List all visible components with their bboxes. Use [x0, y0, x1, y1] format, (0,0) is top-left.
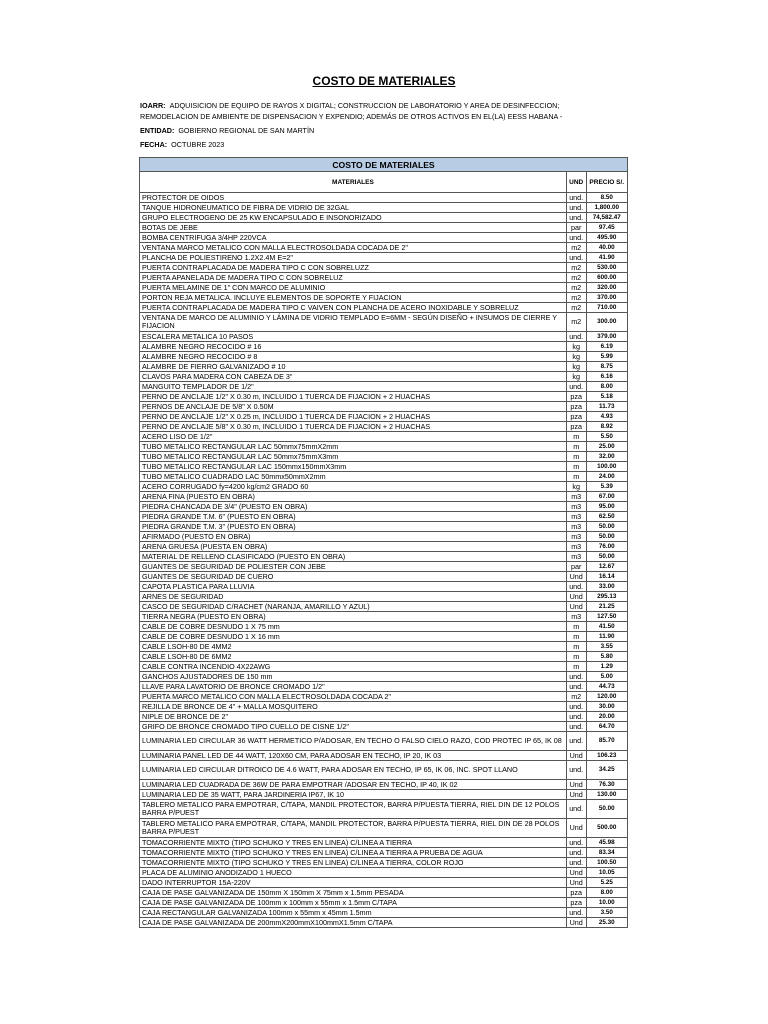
table-row [140, 868, 628, 878]
unit-cell: m2 [566, 293, 586, 303]
table-row [140, 819, 628, 838]
table-row [140, 293, 628, 303]
table-row [140, 342, 628, 352]
table-row [140, 313, 628, 332]
unit-cell: und. [566, 722, 586, 732]
price-cell: 8.75 [586, 362, 627, 372]
material-cell: PERNO DE ANCLAJE 1/2" X 0.30 m, INCLUIDO 1 TUERCA DE FIJACION + 2 HUACHAS [140, 392, 567, 402]
price-cell: 24.00 [586, 472, 627, 482]
unit-cell: kg [566, 352, 586, 362]
material-cell: TABLERO METALICO PARA EMPOTRAR, C/TAPA, MANDIL PROTECTOR, BARRA P/PUESTA TIERRA, RIEL DIN DE 12 POLOS BARRA P/PUEST [140, 800, 567, 819]
table-row [140, 908, 628, 918]
table-row [140, 888, 628, 898]
fecha-label: FECHA: [140, 140, 168, 149]
unit-cell: Und [566, 780, 586, 790]
unit-cell: m2 [566, 692, 586, 702]
table-row [140, 273, 628, 283]
material-cell: CABLE DE COBRE DESNUDO 1 X 75 mm [140, 622, 567, 632]
table-row [140, 838, 628, 848]
price-cell: 500.00 [586, 819, 627, 838]
price-cell: 21.25 [586, 602, 627, 612]
material-cell: PIEDRA GRANDE T.M. 6" (PUESTO EN OBRA) [140, 512, 567, 522]
price-cell: 5.18 [586, 392, 627, 402]
unit-cell: und. [566, 732, 586, 751]
price-cell: 41.50 [586, 622, 627, 632]
table-row [140, 582, 628, 592]
table-row [140, 492, 628, 502]
unit-cell: m [566, 442, 586, 452]
price-cell: 6.16 [586, 372, 627, 382]
table-row [140, 712, 628, 722]
price-cell: 295.13 [586, 592, 627, 602]
material-cell: PLACA DE ALUMINIO ANODIZADO 1 HUECO [140, 868, 567, 878]
table-row [140, 522, 628, 532]
material-cell: PUERTA MELAMINE DE 1" CON MARCO DE ALUMINIO [140, 283, 567, 293]
material-cell: CASCO DE SEGURIDAD C/RACHET (NARANJA, AMARILLO Y AZUL) [140, 602, 567, 612]
price-cell: 50.00 [586, 522, 627, 532]
table-caption: COSTO DE MATERIALES [140, 158, 628, 172]
material-cell: PIEDRA CHANCADA DE 3/4" (PUESTO EN OBRA) [140, 502, 567, 512]
price-cell: 12.67 [586, 562, 627, 572]
price-cell: 100.00 [586, 462, 627, 472]
unit-cell: und. [566, 838, 586, 848]
unit-cell: m2 [566, 283, 586, 293]
material-cell: TOMACORRIENTE MIXTO (TIPO SCHUKO Y TRES EN LINEA) C/LINEA A TIERRA, COLOR ROJO [140, 858, 567, 868]
material-cell: GUANTES DE SEGURIDAD DE CUERO [140, 572, 567, 582]
column-header-precio: PRECIO S/. [586, 172, 627, 193]
material-cell: ARENA GRUESA (PUESTA EN OBRA) [140, 542, 567, 552]
table-row [140, 682, 628, 692]
unit-cell: pza [566, 898, 586, 908]
unit-cell: Und [566, 868, 586, 878]
price-cell: 8.92 [586, 422, 627, 432]
table-row [140, 662, 628, 672]
table-row [140, 602, 628, 612]
price-cell: 10.00 [586, 898, 627, 908]
table-row [140, 780, 628, 790]
price-cell: 25.00 [586, 442, 627, 452]
price-cell: 45.98 [586, 838, 627, 848]
price-cell: 11.73 [586, 402, 627, 412]
price-cell: 8.50 [586, 193, 627, 203]
table-row [140, 382, 628, 392]
material-cell: TUBO METALICO CUADRADO LAC 50mmx50mmX2mm [140, 472, 567, 482]
material-cell: CABLE DE COBRE DESNUDO 1 X 16 mm [140, 632, 567, 642]
price-cell: 130.00 [586, 790, 627, 800]
material-cell: GRIFO DE BRONCE CROMADO TIPO CUELLO DE CISNE 1/2" [140, 722, 567, 732]
material-cell: ESCALERA METALICA 10 PASOS [140, 332, 567, 342]
table-row [140, 751, 628, 761]
price-cell: 64.70 [586, 722, 627, 732]
price-cell: 530.00 [586, 263, 627, 273]
material-cell: PIEDRA GRANDE T.M. 3" (PUESTO EN OBRA) [140, 522, 567, 532]
fecha-line [140, 139, 224, 150]
entidad-line [140, 125, 314, 136]
table-row [140, 632, 628, 642]
material-cell: PUERTA MARCO METALICO CON MALLA ELECTROSOLDADA COCADA 2" [140, 692, 567, 702]
material-cell: CAJA DE PASE GALVANIZADA DE 200mmX200mmX100mmX1.5mm C/TAPA [140, 918, 567, 928]
unit-cell: kg [566, 362, 586, 372]
price-cell: 5.39 [586, 482, 627, 492]
unit-cell: Und [566, 819, 586, 838]
table-body [140, 193, 628, 928]
price-cell: 97.45 [586, 223, 627, 233]
material-cell: VENTANA DE MARCO DE ALUMINIO Y LÁMINA DE VIDRIO TEMPLADO E=6MM - SEGÚN DISEÑO + INSUMOS DE CIERRE Y FIJACION [140, 313, 567, 332]
unit-cell: pza [566, 412, 586, 422]
material-cell: ACERO CORRUGADO fy=4200 kg/cm2 GRADO 60 [140, 482, 567, 492]
material-cell: TOMACORRIENTE MIXTO (TIPO SCHUKO Y TRES EN LINEA) C/LINEA A TIERRA A PRUEBA DE AGUA [140, 848, 567, 858]
unit-cell: par [566, 562, 586, 572]
table-row [140, 402, 628, 412]
material-cell: GRUPO ELECTROGENO DE 25 KW ENCAPSULADO E INSONORIZADO [140, 213, 567, 223]
material-cell: GUANTES DE SEGURIDAD DE POLIESTER CON JEBE [140, 562, 567, 572]
material-cell: PERNO DE ANCLAJE 5/8" X 0.30 m, INCLUIDO 1 TUERCA DE FIJACION + 2 HUACHAS [140, 422, 567, 432]
unit-cell: m [566, 462, 586, 472]
unit-cell: m3 [566, 552, 586, 562]
table-row [140, 392, 628, 402]
unit-cell: m [566, 472, 586, 482]
materials-table [139, 157, 628, 928]
table-row [140, 203, 628, 213]
material-cell: ALAMBRE NEGRO RECOCIDO # 8 [140, 352, 567, 362]
material-cell: PUERTA CONTRAPLACADA DE MADERA TIPO C VAIVEN CON PLANCHA DE ACERO INOXIDABLE Y SOBRELUZ [140, 303, 567, 313]
table-row [140, 283, 628, 293]
table-row [140, 472, 628, 482]
unit-cell: und. [566, 332, 586, 342]
price-cell: 67.00 [586, 492, 627, 502]
unit-cell: m3 [566, 502, 586, 512]
unit-cell: und. [566, 702, 586, 712]
fecha-value: OCTUBRE 2023 [171, 140, 225, 149]
table-row [140, 761, 628, 780]
material-cell: ARNES DE SEGURIDAD [140, 592, 567, 602]
material-cell: CABLE CONTRA INCENDIO 4X22AWG [140, 662, 567, 672]
table-row [140, 452, 628, 462]
price-cell: 5.99 [586, 352, 627, 362]
unit-cell: kg [566, 342, 586, 352]
table-row [140, 692, 628, 702]
price-cell: 370.00 [586, 293, 627, 303]
price-cell: 600.00 [586, 273, 627, 283]
unit-cell: und. [566, 233, 586, 243]
ioarr-label: IOARR: [140, 101, 166, 110]
material-cell: TOMACORRIENTE MIXTO (TIPO SCHUKO Y TRES EN LINEA) C/LINEA A TIERRA [140, 838, 567, 848]
material-cell: MANGUITO TEMPLADOR DE 1/2" [140, 382, 567, 392]
material-cell: PERNOS DE ANCLAJE DE 5/8" X 0.50M [140, 402, 567, 412]
price-cell: 76.30 [586, 780, 627, 790]
price-cell: 34.25 [586, 761, 627, 780]
price-cell: 74,582.47 [586, 213, 627, 223]
price-cell: 20.00 [586, 712, 627, 722]
price-cell: 379.00 [586, 332, 627, 342]
price-cell: 1.29 [586, 662, 627, 672]
material-cell: CAJA RECTANGULAR GALVANIZADA 100mm x 55mm x 45mm 1.5mm [140, 908, 567, 918]
table-row [140, 562, 628, 572]
price-cell: 62.50 [586, 512, 627, 522]
unit-cell: m2 [566, 273, 586, 283]
unit-cell: m3 [566, 492, 586, 502]
table-row [140, 193, 628, 203]
table-row [140, 672, 628, 682]
table-row [140, 572, 628, 582]
unit-cell: Und [566, 602, 586, 612]
price-cell: 300.00 [586, 313, 627, 332]
unit-cell: und. [566, 253, 586, 263]
table-row [140, 542, 628, 552]
material-cell: LUMINARIA LED DE 35 WATT, PARA JARDINERIA IP67, IK 10 [140, 790, 567, 800]
price-cell: 41.90 [586, 253, 627, 263]
price-cell: 127.50 [586, 612, 627, 622]
unit-cell: pza [566, 402, 586, 412]
material-cell: CABLE LSOH-80 DE 6MM2 [140, 652, 567, 662]
table-row [140, 372, 628, 382]
price-cell: 30.00 [586, 702, 627, 712]
price-cell: 95.00 [586, 502, 627, 512]
price-cell: 3.50 [586, 908, 627, 918]
price-cell: 33.00 [586, 582, 627, 592]
unit-cell: m2 [566, 243, 586, 253]
unit-cell: m [566, 622, 586, 632]
table-row [140, 652, 628, 662]
table-row [140, 512, 628, 522]
ioarr-line-1 [140, 100, 559, 111]
unit-cell: m3 [566, 542, 586, 552]
price-cell: 106.23 [586, 751, 627, 761]
column-header-materiales: MATERIALES [140, 172, 567, 193]
price-cell: 85.70 [586, 732, 627, 751]
price-cell: 495.90 [586, 233, 627, 243]
price-cell: 8.00 [586, 382, 627, 392]
unit-cell: m [566, 662, 586, 672]
ioarr-line-2 [140, 111, 562, 122]
unit-cell: Und [566, 790, 586, 800]
material-cell: CLAVOS PARA MADERA CON CABEZA DE 3" [140, 372, 567, 382]
material-cell: PUERTA APANELADA DE MADERA TIPO C CON SOBRELUZ [140, 273, 567, 283]
unit-cell: par [566, 223, 586, 233]
material-cell: GANCHOS AJUSTADORES DE 150 mm [140, 672, 567, 682]
unit-cell: m [566, 452, 586, 462]
material-cell: PERNO DE ANCLAJE 1/2" X 0.25 m, INCLUIDO 1 TUERCA DE FIJACION + 2 HUACHAS [140, 412, 567, 422]
unit-cell: Und [566, 918, 586, 928]
table-row [140, 622, 628, 632]
table-row [140, 642, 628, 652]
table-row [140, 303, 628, 313]
table-row [140, 482, 628, 492]
price-cell: 1,800.00 [586, 203, 627, 213]
price-cell: 5.00 [586, 672, 627, 682]
table-row [140, 502, 628, 512]
material-cell: PROTECTOR DE OIDOS [140, 193, 567, 203]
unit-cell: und. [566, 858, 586, 868]
price-cell: 11.90 [586, 632, 627, 642]
material-cell: CAJA DE PASE GALVANIZADA DE 150mm X 150mm X 75mm x 1.5mm PESADA [140, 888, 567, 898]
ioarr-text-2: REMODELACION DE AMBIENTE DE DISPENSACION Y EXPENDIO; ADEMÁS DE OTROS ACTIVOS EN EL(LA) EESS HABANA - [140, 112, 563, 121]
price-cell: 16.14 [586, 572, 627, 582]
unit-cell: kg [566, 482, 586, 492]
unit-cell: m [566, 652, 586, 662]
table-row [140, 800, 628, 819]
unit-cell: und. [566, 712, 586, 722]
table-row [140, 462, 628, 472]
unit-cell: pza [566, 392, 586, 402]
table-row [140, 253, 628, 263]
table-row [140, 223, 628, 233]
unit-cell: m3 [566, 612, 586, 622]
table-row [140, 332, 628, 342]
ioarr-text-1: ADQUISICION DE EQUIPO DE RAYOS X DIGITAL; CONSTRUCCION DE LABORATORIO Y AREA DE DESINFECCION; [169, 101, 560, 110]
material-cell: TUBO METALICO RECTANGULAR LAC 150mmx150mmX3mm [140, 462, 567, 472]
unit-cell: Und [566, 592, 586, 602]
table-row [140, 532, 628, 542]
unit-cell: m3 [566, 512, 586, 522]
table-row [140, 790, 628, 800]
unit-cell: und. [566, 848, 586, 858]
price-cell: 320.00 [586, 283, 627, 293]
material-cell: LUMINARIA LED CIRCULAR DITROICO DE 4.6 WATT, PARA ADOSAR EN TECHO, IP 65, IK 06, INC. SPOT LLANO [140, 761, 567, 780]
price-cell: 32.00 [586, 452, 627, 462]
table-row [140, 592, 628, 602]
material-cell: VENTANA MARCO METALICO CON MALLA ELECTROSOLDADA COCADA DE 2" [140, 243, 567, 253]
table-row [140, 352, 628, 362]
price-cell: 50.00 [586, 532, 627, 542]
price-cell: 83.34 [586, 848, 627, 858]
material-cell: TUBO METALICO RECTANGULAR LAC 50mmx75mmX3mm [140, 452, 567, 462]
table-row [140, 918, 628, 928]
material-cell: CABLE LSOH-80 DE 4MM2 [140, 642, 567, 652]
unit-cell: m3 [566, 522, 586, 532]
table-row [140, 243, 628, 253]
table-row [140, 442, 628, 452]
table-row [140, 422, 628, 432]
table-row [140, 858, 628, 868]
table-row [140, 702, 628, 712]
price-cell: 8.00 [586, 888, 627, 898]
unit-cell: Und [566, 751, 586, 761]
material-cell: LUMINARIA LED CIRCULAR 36 WATT HERMETICO P/ADOSAR, EN TECHO O FALSO CIELO RAZO, COD PROTEC IP 65, IK 08 [140, 732, 567, 751]
unit-cell: und. [566, 382, 586, 392]
material-cell: PLANCHA DE POLIESTIRENO 1.2X2.4M E=2" [140, 253, 567, 263]
unit-cell: pza [566, 422, 586, 432]
price-cell: 100.50 [586, 858, 627, 868]
material-cell: REJILLA DE BRONCE DE 4" + MALLA MOSQUITERO [140, 702, 567, 712]
material-cell: AFIRMADO (PUESTO EN OBRA) [140, 532, 567, 542]
material-cell: PORTON REJA METALICA. INCLUYE ELEMENTOS DE SOPORTE Y FIJACION [140, 293, 567, 303]
material-cell: DADO INTERRUPTOR 15A-220V [140, 878, 567, 888]
table-row [140, 432, 628, 442]
unit-cell: m2 [566, 313, 586, 332]
document-title: COSTO DE MATERIALES [312, 74, 456, 88]
material-cell: BOTAS DE JEBE [140, 223, 567, 233]
unit-cell: und. [566, 193, 586, 203]
table-row [140, 412, 628, 422]
column-header-und: UND [566, 172, 586, 193]
price-cell: 710.00 [586, 303, 627, 313]
price-cell: 76.00 [586, 542, 627, 552]
table-row [140, 233, 628, 243]
table-row [140, 732, 628, 751]
table-row [140, 878, 628, 888]
material-cell: ALAMBRE DE FIERRO GALVANIZADO # 10 [140, 362, 567, 372]
unit-cell: m2 [566, 303, 586, 313]
material-cell: NIPLE DE BRONCE DE 2" [140, 712, 567, 722]
unit-cell: und. [566, 800, 586, 819]
material-cell: ACERO LISO DE 1/2" [140, 432, 567, 442]
table-row [140, 362, 628, 372]
unit-cell: Und [566, 572, 586, 582]
price-cell: 40.00 [586, 243, 627, 253]
material-cell: LUMINARIA PANEL LED DE 44 WATT, 120X60 CM, PARA ADOSAR EN TECHO, IP 20, IK 03 [140, 751, 567, 761]
unit-cell: und. [566, 213, 586, 223]
price-cell: 50.00 [586, 800, 627, 819]
unit-cell: m [566, 642, 586, 652]
price-cell: 4.93 [586, 412, 627, 422]
unit-cell: m [566, 432, 586, 442]
price-cell: 44.73 [586, 682, 627, 692]
unit-cell: und. [566, 672, 586, 682]
price-cell: 5.25 [586, 878, 627, 888]
unit-cell: m [566, 632, 586, 642]
unit-cell: pza [566, 888, 586, 898]
entidad-value: GOBIERNO REGIONAL DE SAN MARTÍN [178, 126, 315, 135]
material-cell: MATERIAL DE RELLENO CLASIFICADO (PUESTO EN OBRA) [140, 552, 567, 562]
unit-cell: kg [566, 372, 586, 382]
unit-cell: m3 [566, 532, 586, 542]
material-cell: TIERRA NEGRA (PUESTO EN OBRA) [140, 612, 567, 622]
entidad-label: ENTIDAD: [140, 126, 175, 135]
material-cell: ALAMBRE NEGRO RECOCIDO # 16 [140, 342, 567, 352]
table-row [140, 898, 628, 908]
material-cell: PUERTA CONTRAPLACADA DE MADERA TIPO C CON SOBRELUZZ [140, 263, 567, 273]
unit-cell: und. [566, 761, 586, 780]
material-cell: BOMBA CENTRIFUGA 3/4HP 220VCA [140, 233, 567, 243]
price-cell: 120.00 [586, 692, 627, 702]
unit-cell: m2 [566, 263, 586, 273]
price-cell: 50.00 [586, 552, 627, 562]
material-cell: CAJA DE PASE GALVANIZADA DE 100mm x 100mm x 55mm x 1.5mm C/TAPA [140, 898, 567, 908]
table-row [140, 263, 628, 273]
table-row [140, 612, 628, 622]
material-cell: CAPOTA PLASTICA PARA LLUVIA [140, 582, 567, 592]
unit-cell: und. [566, 908, 586, 918]
table-row [140, 213, 628, 223]
price-cell: 25.30 [586, 918, 627, 928]
material-cell: LLAVE PARA LAVATORIO DE BRONCE CROMADO 1/2" [140, 682, 567, 692]
table-row [140, 848, 628, 858]
material-cell: ARENA FINA (PUESTO EN OBRA) [140, 492, 567, 502]
price-cell: 10.05 [586, 868, 627, 878]
unit-cell: Und [566, 878, 586, 888]
price-cell: 3.55 [586, 642, 627, 652]
table-row [140, 552, 628, 562]
unit-cell: und. [566, 682, 586, 692]
material-cell: TANQUE HIDRONEUMATICO DE FIBRA DE VIDRIO DE 32GAL [140, 203, 567, 213]
price-cell: 5.80 [586, 652, 627, 662]
material-cell: TUBO METALICO RECTANGULAR LAC 50mmx75mmX2mm [140, 442, 567, 452]
price-cell: 5.50 [586, 432, 627, 442]
unit-cell: und. [566, 203, 586, 213]
table-row [140, 722, 628, 732]
unit-cell: und. [566, 582, 586, 592]
material-cell: TABLERO METALICO PARA EMPOTRAR, C/TAPA, MANDIL PROTECTOR, BARRA P/PUESTA TIERRA, RIEL DIN DE 28 POLOS BARRA P/PUEST [140, 819, 567, 838]
material-cell: LUMINARIA LED CUADRADA DE 36W DE PARA EMPOTRAR /ADOSAR EN TECHO, IP 40, IK 02 [140, 780, 567, 790]
price-cell: 6.19 [586, 342, 627, 352]
